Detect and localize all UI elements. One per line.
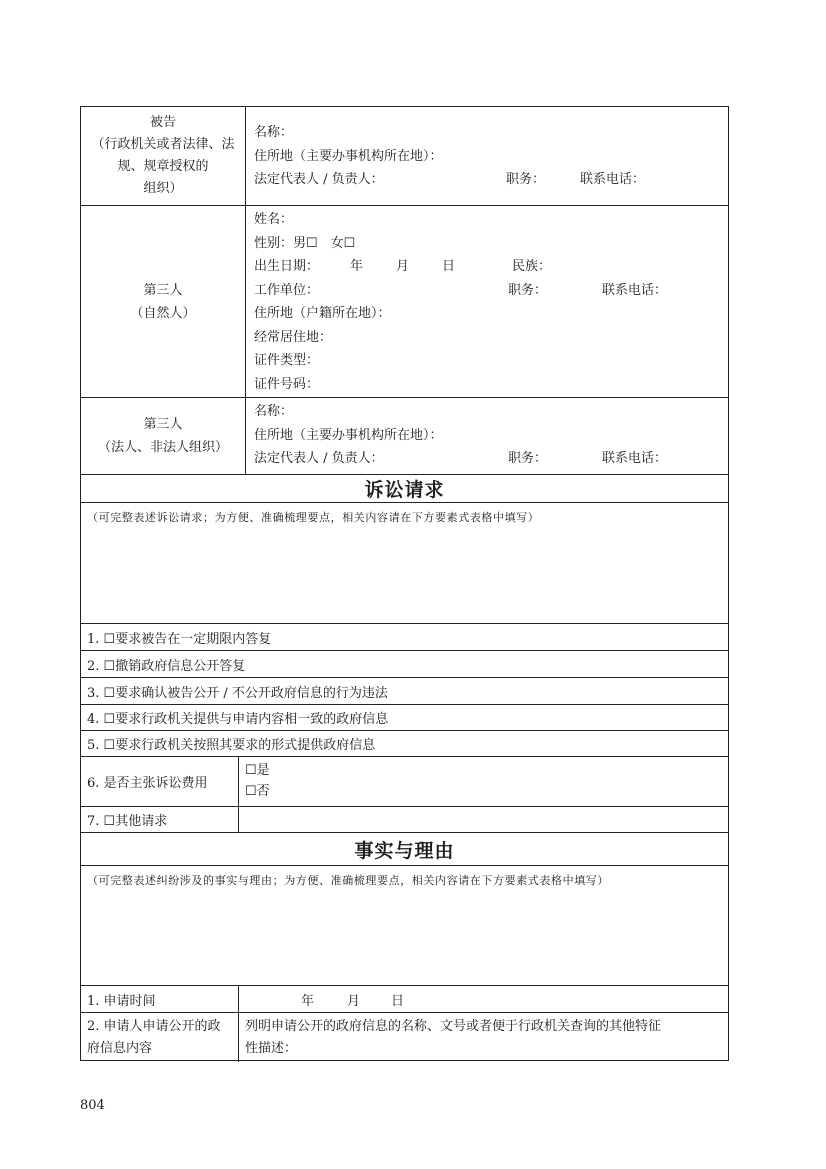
third-natural-label xyxy=(81,206,246,397)
fee-yes-checkbox[interactable]: ☐是 xyxy=(245,763,270,778)
claim-item-5[interactable]: 5. ☐要求行政机关按照其要求的形式提供政府信息 xyxy=(87,738,376,753)
third-natural-label-line: （自然人） xyxy=(130,305,196,321)
application-month-label: 月 xyxy=(347,993,361,1009)
third-legal-label-line: 第三人 xyxy=(143,417,183,432)
defendant-label xyxy=(81,107,246,205)
third-natural-residence-field[interactable]: 经常居住地： xyxy=(254,329,333,345)
defendant-address-field[interactable]: 住所地（主要办事机构所在地）： xyxy=(254,148,443,164)
facts-section-title: 事实与理由 xyxy=(354,839,455,862)
requested-info-label-line: 2. 申请人申请公开的政 xyxy=(87,1018,221,1034)
third-natural-id-type-field[interactable]: 证件类型： xyxy=(254,353,320,368)
third-legal-label-line: （法人、非法人组织） xyxy=(97,440,228,455)
complaint-form-table xyxy=(80,106,729,1061)
facts-note: （可完整表述纠纷涉及的事实与理由；为方便、准确梳理要点，相关内容请在下方要素式表格中填写） xyxy=(87,874,609,887)
application-time-row xyxy=(81,985,728,1012)
requested-info-label-line: 府信息内容 xyxy=(87,1040,153,1056)
requested-info-label xyxy=(81,1013,239,1062)
application-time-field[interactable] xyxy=(239,986,728,1012)
third-party-legal-row xyxy=(81,397,728,474)
third-legal-rep-field[interactable]: 法定代表人 / 负责人： xyxy=(254,451,384,466)
claim-item-4[interactable]: 4. ☐要求行政机关提供与申请内容相一致的政府信息 xyxy=(87,712,389,727)
third-natural-fields xyxy=(246,206,728,397)
claims-title-row xyxy=(81,474,728,502)
birth-day-label: 日 xyxy=(442,259,456,274)
fee-no-checkbox[interactable]: ☐否 xyxy=(245,784,270,799)
defendant-phone-field[interactable]: 联系电话： xyxy=(580,172,646,187)
defendant-label-line: （行政机关或者法律、法 xyxy=(91,137,235,152)
facts-title-row xyxy=(81,832,728,865)
other-claim-label[interactable]: 7. ☐其他请求 xyxy=(81,807,239,832)
claim-item-row[interactable] xyxy=(81,704,728,730)
third-party-natural-row xyxy=(81,205,728,397)
defendant-label-line: 规、规章授权的 xyxy=(117,159,209,174)
defendant-rep-field[interactable]: 法定代表人 / 负责人： xyxy=(254,172,384,187)
claims-section-title: 诉讼请求 xyxy=(364,479,445,501)
claim-item-row[interactable] xyxy=(81,677,728,704)
requested-info-text-line: 性描述： xyxy=(245,1041,298,1056)
other-claim-row xyxy=(81,806,728,832)
litigation-fee-label: 6. 是否主张诉讼费用 xyxy=(81,757,239,806)
claim-item-row[interactable] xyxy=(81,730,728,756)
third-legal-label xyxy=(81,398,246,474)
third-natural-id-number-field[interactable]: 证件号码： xyxy=(254,376,320,392)
defendant-row xyxy=(81,107,728,205)
third-natural-name-field[interactable]: 姓名： xyxy=(254,212,294,227)
defendant-fields xyxy=(246,107,728,205)
third-legal-position-field[interactable]: 职务： xyxy=(508,451,548,466)
application-year-label: 年 xyxy=(301,993,315,1009)
requested-info-text-line: 列明申请公开的政府信息的名称、文号或者便于行政机关查询的其他特征 xyxy=(245,1019,662,1034)
third-natural-workplace-field[interactable]: 工作单位： xyxy=(254,282,320,298)
third-natural-phone-field[interactable]: 联系电话： xyxy=(602,282,668,298)
page-number: 804 xyxy=(80,1098,105,1113)
application-day-label: 日 xyxy=(391,993,405,1009)
third-natural-label-line: 第三人 xyxy=(143,282,183,298)
claim-item-row[interactable] xyxy=(81,623,728,650)
defendant-name-field[interactable]: 名称： xyxy=(254,125,294,140)
defendant-label-line: 组织） xyxy=(143,181,183,196)
claim-item-1[interactable]: 1. ☐要求被告在一定期限内答复 xyxy=(87,631,272,647)
defendant-label-line: 被告 xyxy=(149,115,176,130)
third-natural-birth-field[interactable]: 出生日期： xyxy=(254,259,320,274)
litigation-fee-row xyxy=(81,756,728,806)
other-claim-input[interactable] xyxy=(239,807,728,832)
requested-info-row xyxy=(81,1012,728,1062)
application-time-label: 1. 申请时间 xyxy=(81,986,239,1012)
facts-note-area[interactable] xyxy=(81,865,728,985)
birth-year-label: 年 xyxy=(350,259,364,274)
claims-note: （可完整表述诉讼请求；为方便、准确梳理要点，相关内容请在下方要素式表格中填写） xyxy=(87,511,540,524)
claim-item-row[interactable] xyxy=(81,650,728,677)
third-legal-name-field[interactable]: 名称： xyxy=(254,404,294,419)
birth-month-label: 月 xyxy=(396,259,410,274)
third-natural-position-field[interactable]: 职务： xyxy=(508,282,548,298)
defendant-position-field[interactable]: 职务： xyxy=(506,172,546,187)
third-natural-gender-field[interactable]: 性别：男☐ 女☐ xyxy=(254,235,356,251)
third-natural-registered-address-field[interactable]: 住所地（户籍所在地）： xyxy=(254,306,391,321)
third-legal-address-field[interactable]: 住所地（主要办事机构所在地）： xyxy=(254,427,443,443)
claim-item-2[interactable]: 2. ☐撤销政府信息公开答复 xyxy=(87,658,246,674)
requested-info-field[interactable] xyxy=(239,1013,728,1062)
third-legal-phone-field[interactable]: 联系电话： xyxy=(602,451,668,466)
claim-item-3[interactable]: 3. ☐要求确认被告公开 / 不公开政府信息的行为违法 xyxy=(87,685,388,701)
litigation-fee-options xyxy=(239,757,728,806)
claims-note-area[interactable] xyxy=(81,502,728,623)
third-legal-fields xyxy=(246,398,728,474)
third-natural-ethnicity-field[interactable]: 民族： xyxy=(512,259,552,274)
